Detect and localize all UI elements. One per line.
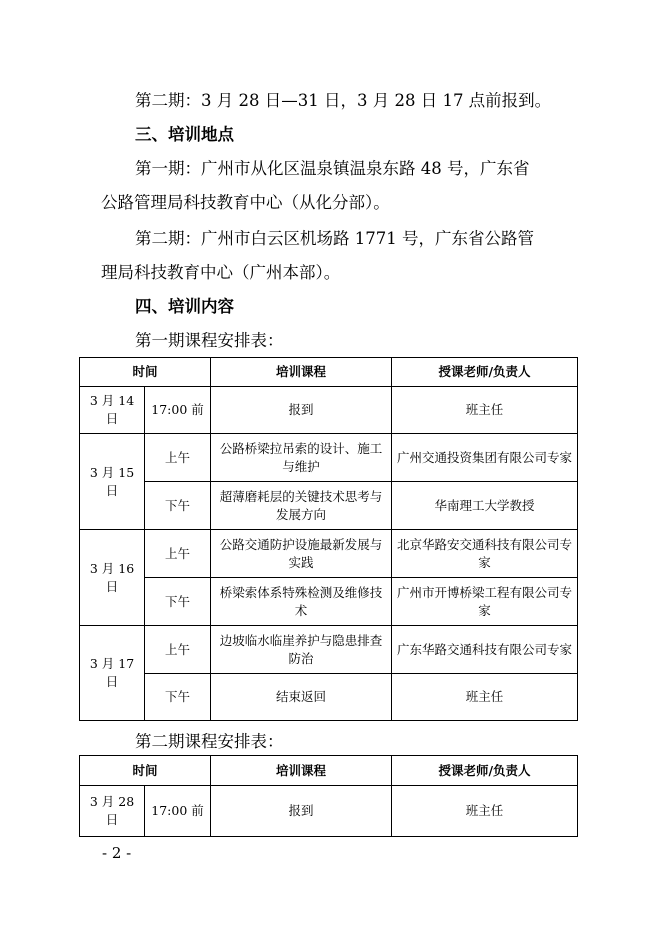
- teacher-cell: 班主任: [392, 674, 578, 721]
- slot-cell: 下午: [145, 482, 211, 530]
- course-cell: 桥梁索体系特殊检测及维修技术: [211, 578, 392, 626]
- teacher-cell: 班主任: [392, 387, 578, 434]
- table-header-row: [80, 358, 578, 387]
- table-row: [80, 578, 578, 626]
- teacher-cell: 广东华路交通科技有限公司专家: [392, 626, 578, 674]
- date-cell: 3 月 15 日: [80, 434, 145, 530]
- location2-line1: 第二期：广州市白云区机场路 1771 号，广东省公路管: [135, 229, 534, 248]
- teacher-cell: 广州市开博桥梁工程有限公司专家: [392, 578, 578, 626]
- teacher-cell: 广州交通投资集团有限公司专家: [392, 434, 578, 482]
- page-number: - 2 -: [102, 844, 132, 862]
- teacher-cell: 华南理工大学教授: [392, 482, 578, 530]
- location1-line2: 公路管理局科技教育中心（从化分部）。: [101, 193, 390, 212]
- course-cell: 报到: [211, 786, 392, 837]
- course-cell: 公路交通防护设施最新发展与实践: [211, 530, 392, 578]
- location2-line2: 理局科技教育中心（广州本部）。: [101, 263, 341, 282]
- schedule-table-phase1: [79, 357, 578, 721]
- teacher-cell: 班主任: [392, 786, 578, 837]
- date-cell: 3 月 16 日: [80, 530, 145, 626]
- course-cell: 报到: [211, 387, 392, 434]
- table-row: [80, 674, 578, 721]
- table-row: [80, 482, 578, 530]
- schedule-table-phase2: [79, 755, 578, 837]
- date-cell: 3 月 28 日: [80, 786, 145, 837]
- slot-cell: 上午: [145, 434, 211, 482]
- section-heading-content: 四、培训内容: [135, 297, 234, 316]
- teacher-cell: 北京华路安交通科技有限公司专家: [392, 530, 578, 578]
- table-row: [80, 434, 578, 482]
- slot-cell: 17:00 前: [145, 387, 211, 434]
- phase2-time-paragraph: 第二期：3 月 28 日—31 日，3 月 28 日 17 点前报到。: [135, 91, 552, 110]
- table-row: [80, 626, 578, 674]
- header-course: 培训课程: [211, 358, 392, 387]
- date-cell: 3 月 14 日: [80, 387, 145, 434]
- header-teacher: 授课老师/负责人: [392, 756, 578, 786]
- course-cell: 结束返回: [211, 674, 392, 721]
- table-row: [80, 530, 578, 578]
- slot-cell: 下午: [145, 578, 211, 626]
- table2-caption: 第二期课程安排表：: [135, 732, 284, 751]
- header-course: 培训课程: [211, 756, 392, 786]
- header-time: 时间: [80, 358, 211, 387]
- course-cell: 公路桥梁拉吊索的设计、施工与维护: [211, 434, 392, 482]
- location1-line1: 第一期：广州市从化区温泉镇温泉东路 48 号，广东省: [135, 159, 530, 178]
- date-cell: 3 月 17 日: [80, 626, 145, 721]
- header-teacher: 授课老师/负责人: [392, 358, 578, 387]
- table-row: [80, 387, 578, 434]
- slot-cell: 上午: [145, 626, 211, 674]
- course-cell: 超薄磨耗层的关键技术思考与发展方向: [211, 482, 392, 530]
- course-cell: 边坡临水临崖养护与隐患排查防治: [211, 626, 392, 674]
- header-time: 时间: [80, 756, 211, 786]
- table-header-row: [80, 756, 578, 786]
- section-heading-location: 三、培训地点: [135, 125, 234, 144]
- table1-caption: 第一期课程安排表：: [135, 331, 284, 350]
- slot-cell: 17:00 前: [145, 786, 211, 837]
- table-row: [80, 786, 578, 837]
- slot-cell: 上午: [145, 530, 211, 578]
- slot-cell: 下午: [145, 674, 211, 721]
